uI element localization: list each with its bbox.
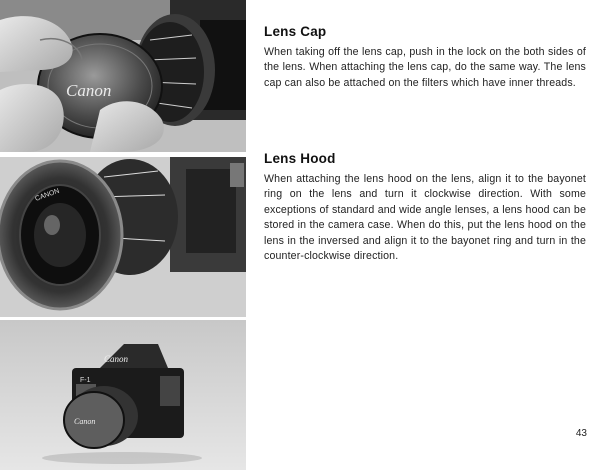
lens-hood-text: When attaching the lens hood on the lens, align it to the bayonet ring on the lens and turn it clockwise direction. With some exceptions of standard and wide angle lenses, a lens hood can be stored in the camera case. When do this, put the lens hood on the lens in the inversed and align it to the bayonet ring and turn in the counter-clockwise direction. (264, 173, 586, 263)
lens-cap-section (264, 24, 586, 91)
lens-hood-photo (0, 157, 246, 317)
lens-cap-text: When taking off the lens cap, push in the lock on the both sides of the lens. When attaching the lens cap, do the same way. The lens cap can also be attached on the filters which have inner threads. (264, 46, 586, 89)
page-number: 43 (575, 428, 587, 439)
cap-logo: Canon (66, 81, 112, 100)
lens-cap-heading: Lens Cap (264, 24, 327, 39)
camera-logo: Canon (104, 354, 129, 364)
hood-lens-marking: CANON (34, 187, 61, 203)
lens-hood-heading: Lens Hood (264, 151, 336, 166)
camera-photo (0, 320, 246, 470)
camera-model-label: F-1 (80, 377, 91, 384)
lens-hood-section (264, 151, 586, 264)
lens-cap-photo (0, 0, 246, 152)
camera-cap-logo: Canon (74, 417, 96, 426)
